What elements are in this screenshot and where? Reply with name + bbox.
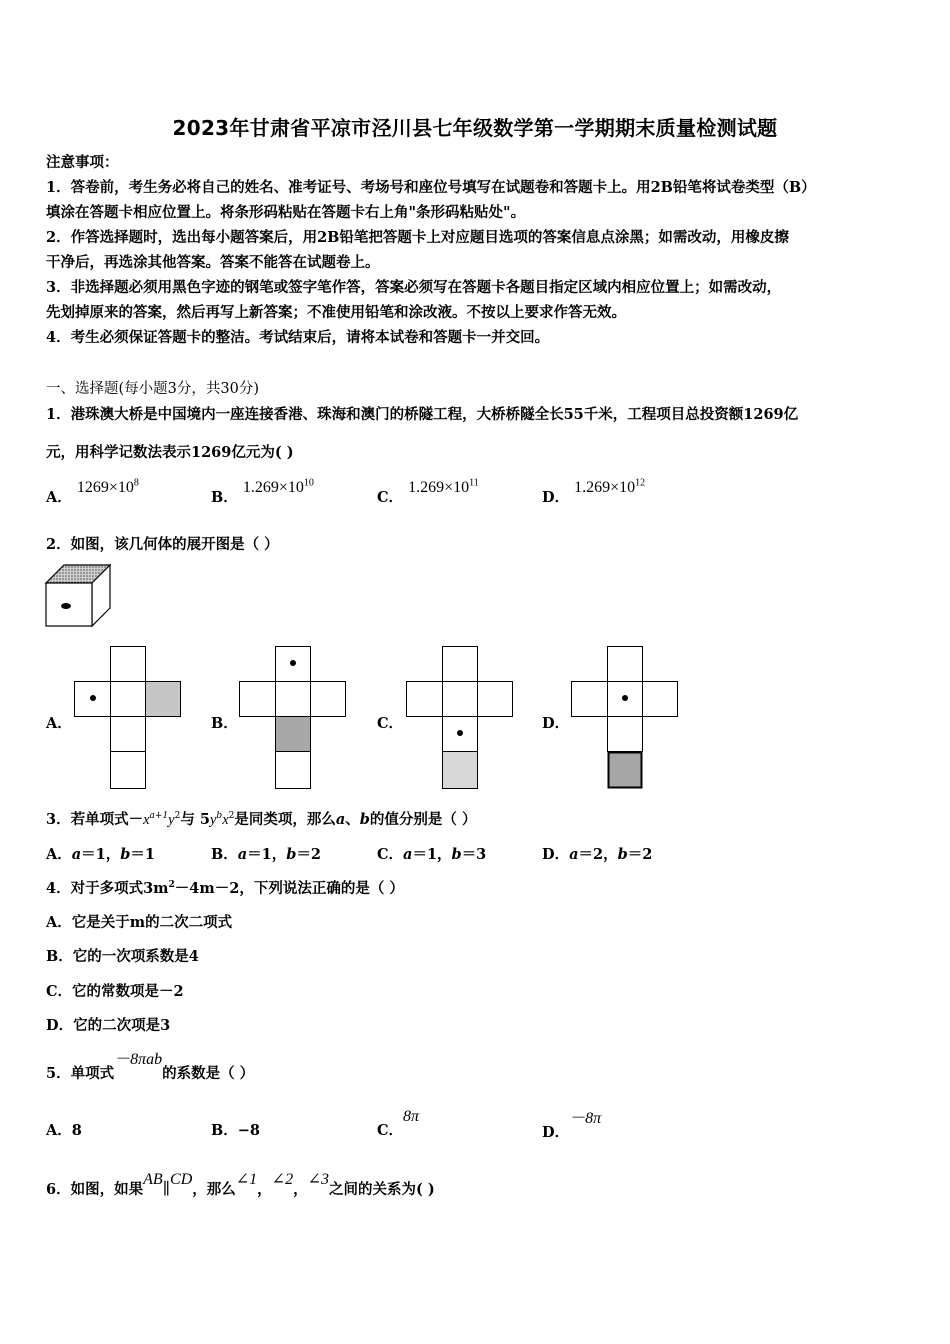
q5-option-b[interactable]: B．−8 — [211, 1122, 261, 1139]
q5-expression: －8πab — [114, 1051, 163, 1068]
q3-option-b[interactable]: B．a＝1，b＝2 — [211, 846, 321, 863]
q6-stem: 6．如图，如果AB∥CD，那么∠1，∠2，∠3之间的关系为( ) — [46, 1171, 435, 1198]
q1-stem-line1: 1．港珠澳大桥是中国境内一座连接香港、珠海和澳门的桥隧工程，大桥桥隧全长55千米，工程项目总投资额1269亿 — [46, 406, 799, 423]
q2-option-c[interactable]: C． — [377, 715, 404, 732]
net-figure-c — [404, 645, 516, 791]
q3-option-a[interactable]: A．a＝1，b＝1 — [46, 846, 155, 863]
q1-stem-line2: 元，用科学记数法表示1269亿元为( ) — [46, 444, 294, 461]
q3-option-d[interactable]: D．a＝2，b＝2 — [542, 846, 653, 863]
option-math: $1.269\times 10^{11}$ — [408, 477, 479, 496]
q3-stem: 3．若单项式$-x^{a+1}y^2$与 $5y^bx^2$是同类项，那么a、b的值分别是（ ） — [46, 811, 477, 828]
net-figure-b — [237, 645, 349, 791]
q1-option-d[interactable] — [542, 476, 646, 506]
q2-option-b[interactable]: B． — [211, 715, 238, 732]
notice-line: 2．作答选择题时，选出每小题答案后，用2B铅笔把答题卡上对应题目选项的答案信息点涂黑；如需改动，用橡皮擦 — [46, 229, 789, 246]
q4-option-c[interactable]: C．它的常数项是－2 — [46, 983, 184, 1000]
net-figure-d — [569, 645, 681, 791]
notice-heading: 注意事项： — [46, 154, 119, 171]
q1-option-b[interactable] — [211, 476, 314, 506]
q3-option-c[interactable]: C．a＝1，b＝3 — [377, 846, 487, 863]
q2-option-d[interactable]: D． — [542, 715, 570, 732]
page-title: 2023年甘肃省平凉市泾川县七年级数学第一学期期末质量检测试题 — [172, 116, 778, 140]
notice-line: 1．答卷前，考生务必将自己的姓名、准考证号、考场号和座位号填写在试题卷和答题卡上。用2B铅笔将试卷类型（B） — [46, 179, 816, 196]
notice-line: 填涂在答题卡相应位置上。将条形码粘贴在答题卡右上角"条形码粘贴处"。 — [46, 204, 526, 221]
q4-stem: 4．对于多项式$3m^2-4m-2$，下列说法正确的是（ ） — [46, 880, 404, 897]
q5-option-d[interactable]: D．－8π — [542, 1110, 602, 1141]
option-label: A． — [46, 489, 72, 506]
q5-option-c[interactable]: C．8π — [377, 1108, 420, 1139]
q5-option-a[interactable]: A．8 — [46, 1122, 82, 1139]
q1-option-a[interactable] — [46, 476, 139, 506]
q4-option-a[interactable]: A．它是关于m的二次二项式 — [46, 914, 233, 931]
notice-line: 干净后，再选涂其他答案。答案不能答在试题卷上。 — [46, 254, 380, 271]
notice-line: 先划掉原来的答案，然后再写上新答案；不准使用铅笔和涂改液。不按以上要求作答无效。 — [46, 304, 626, 321]
q4-option-d[interactable]: D．它的二次项是3 — [46, 1017, 171, 1034]
q2-option-a[interactable]: A． — [46, 715, 72, 732]
net-figure-a — [72, 645, 184, 791]
option-math: $1.269\times 10^{12}$ — [574, 477, 646, 496]
notice-line: 3．非选择题必须用黑色字迹的钢笔或签字笔作答，答案必须写在答题卡各题目指定区域内相应位置上；如需改动， — [46, 279, 782, 296]
q5-stem: 5．单项式－8πab的系数是（ ） — [46, 1051, 255, 1082]
option-math: $1269\times 10^8$ — [76, 477, 139, 496]
q4-option-b[interactable]: B．它的一次项系数是4 — [46, 948, 199, 965]
cube-figure — [44, 563, 114, 629]
option-label: B． — [211, 489, 238, 506]
option-math: $1.269\times 10^{10}$ — [242, 477, 314, 496]
option-label: D． — [542, 489, 570, 506]
section-heading: 一、选择题(每小题3分，共30分) — [46, 381, 259, 397]
notice-block — [46, 150, 916, 350]
q1-option-c[interactable] — [377, 476, 479, 506]
q2-stem: 2．如图，该几何体的展开图是（ ） — [46, 536, 279, 553]
option-label: C． — [377, 489, 404, 506]
notice-line: 4．考生必须保证答题卡的整洁。考试结束后，请将本试卷和答题卡一并交回。 — [46, 329, 550, 346]
